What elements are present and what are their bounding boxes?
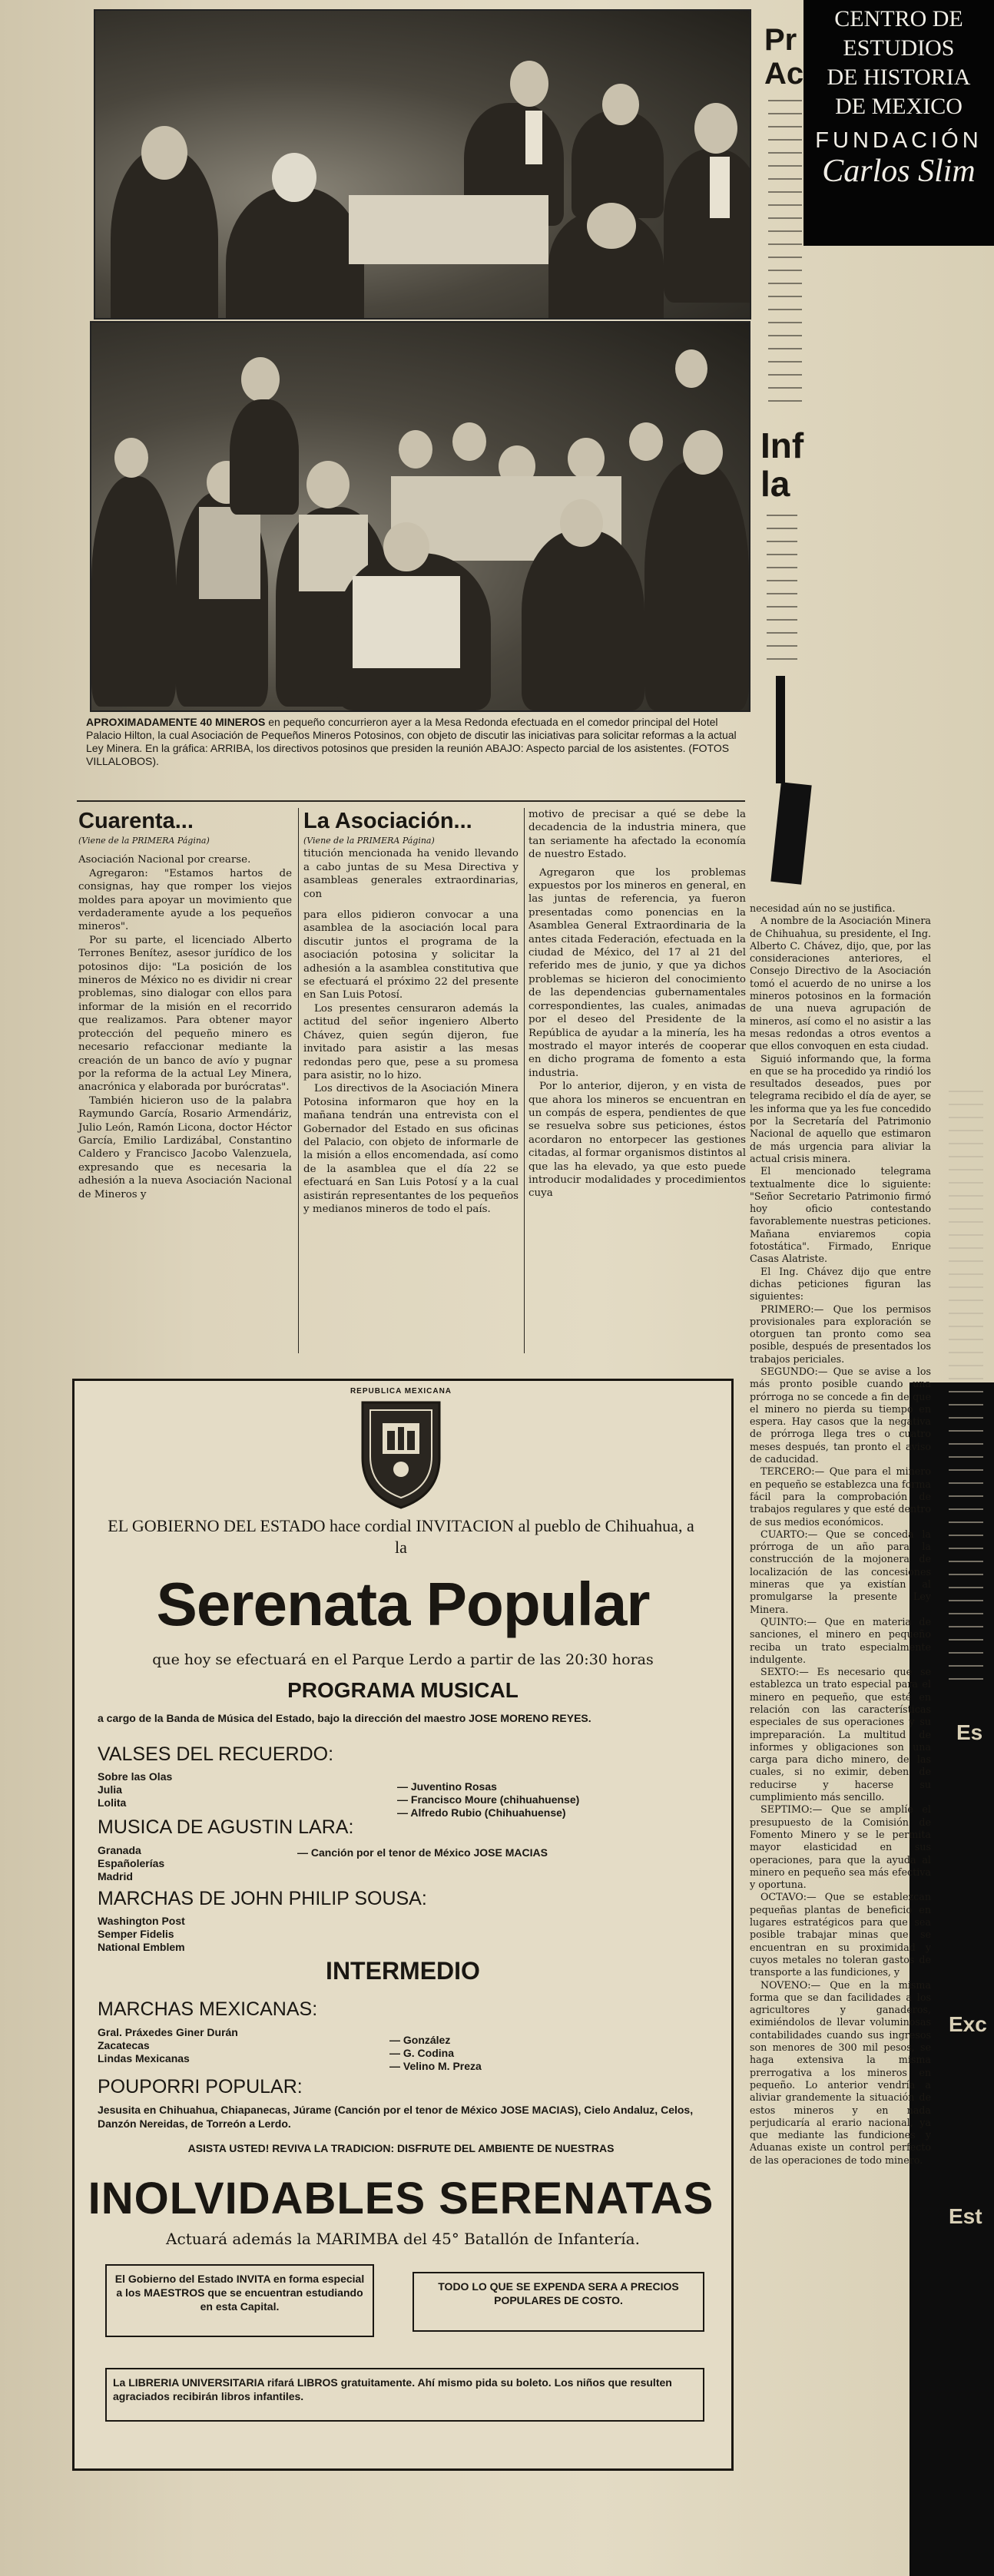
torn-edge [770,782,811,884]
divider [77,800,745,802]
fragment-headline-mid: Inf la [760,425,804,504]
prices-box: TODO LO QUE SE EXPENDA SERA A PRECIOS POPULARES DE COSTO. [413,2272,704,2332]
list-item: Sobre las Olas [98,1770,173,1783]
paragraph: Por lo anterior, dijeron, y en vista de que ahora los mineros se encuentran en un compás de espera, pendientes de que se resuelva sobre sus peticiones, éstos acordaron no entorpecer las gestiones citadas, al formar organismos distintos al que las ha elevado, ya que esto puede introducir modalidades y procedimientos cuya [528,1081,746,1200]
sousa-items [98,1915,185,1954]
list-item: — Juventino Rosas [397,1780,497,1793]
event-time: que hoy se efectuará en el Parque Lerdo a partir de las 20:30 horas [152,1651,654,1668]
pouporri-text: Jesusita en Chihuahua, Chiapanecas, Júrame (Canción por el tenor de México JOSE MACIAS), Cielo Andaluz, Celos, Danzón Nereidas, de Torreón a Lerdo. [98,2104,694,2130]
paragraph: Agregaron que los problemas expuestos por los mineros en general, en las juntas de referencia, ya fueron presentadas como ponencias en la Asamblea General Extraordinaria de la antes citada Federación, efectuada en la ciudad de México, del 17 al 21 del referido mes de junio, y que ya dichos problemas se hicieron del conocimiento de las dependencias gubernamentales correspondientes, las cuales, animadas por el deseo del Presidente de la República de ayudar a la minería, les ha mostrado el mayor interés de cooperar en dicho programa de fomento a esta industria. [528,866,746,1079]
list-item: Julia [98,1783,122,1796]
paragraph: para ellos pidieron convocar a una asamblea de la asociación local para discutir juntos el programa de la asociación potosina y solicitar la adhesión a la asamblea constitutiva que se efectuará el próximo 22 del presente en San Luis Potosí. [303,909,519,1002]
list-item: — González [389,2034,451,2046]
fragment-headline-es: Es [956,1720,983,1744]
band-text: a cargo de la Banda de Música del Estado, bajo la dirección del maestro JOSE MORENO REYES. [98,1712,591,1724]
state-seal [347,1387,455,1510]
mexicanas-authors [389,2034,482,2073]
watermark-signature: Carlos Slim [822,154,976,189]
intermedio: INTERMEDIO [326,1957,480,1985]
seal-banner: REPUBLICA MEXICANA [350,1387,452,1396]
fragment-headline-est: Est [949,2204,982,2228]
shield-icon [347,1396,455,1511]
lara-items [98,1844,164,1883]
list-item: — Francisco Moure (chihuahuense) [397,1793,580,1806]
paragraph: Por su parte, el licenciado Alberto Terrones Benítez, asesor jurídico de los potosinos dijo: "La posición de los mineros de México no es dividir ni crear problemas, sino dialogar con ellos para informar de la misión en el recorrido que realizamos. Para obtener mayor protección del pequeño minero es necesario refaccionar mediante la creación de un banco de avío y pugnar por la reforma de la actual Ley Minera, anacrónica y elaborada por burócratas". [78,934,292,1094]
watermark-line: DE MEXICO [835,94,963,119]
list-item: Lindas Mexicanas [98,2052,190,2064]
list-item: Gral. Práxedes Giner Durán [98,2026,238,2038]
mexicanas-items [98,2026,238,2065]
fragment-text-strip [768,100,802,407]
paragraph: A nombre de la Asociación Minera de Chihuahua, su presidente, el Ing. Alberto C. Chávez, dijo, que, por las consideraciones anteriores, el Consejo Directivo de la Asociación tomó el acuerdo de no unirse a los mineros potosinos en la formación de una nueva agrupación de mineros, así como el no asistir a las mesas redondas a otros eventos a que ellos convoquen en esta ciudad. [750,915,931,1052]
paragraph: El Ing. Chávez dijo que entre dichas peticiones figuran las siguientes: [750,1265,931,1303]
section-valses: VALSES DEL RECUERDO: [98,1743,334,1765]
paragraph: NOVENO:— Que en la misma forma que se dan facilidades a los agricultores y ganaderos, eximiéndolos de llevar voluminosas contabilidades cuando sus ingresos son menores de 300 mil pesos, se haga extensiva la misma prerrogativa a los mineros en pequeño. Lo anterior vendría a aliviar grandemente la situación de estos mineros y en nada perjudicaría al erario nacional, ya que mediante las fundiciones y Aduanas existe un control perfecto de las operaciones de todo minero. [750,1978,931,2166]
continued-from: (Viene de la PRIMERA Página) [78,836,210,846]
paragraph: Asociación Nacional por crearse. [78,854,251,866]
paragraph: OCTAVO:— Que se establezcan pequeñas plantas de beneficio en lugares estratégicos para que sea posible trabajar minas que se encuentran en su proximidad y cuyos metales no toleran gastos de transporte a las fundiciones, y [750,1891,931,1978]
list-item: — G. Codina [389,2047,454,2059]
paragraph: titución mencionada ha venido llevando a cabo juntas de su Mesa Directiva y asambleas generales extraordinarias, con [303,848,519,900]
fragment-headline-exc: Exc [949,2012,987,2036]
photo-caption [86,716,747,768]
article-cuarenta [78,808,292,1201]
article-column-3 [528,808,746,1200]
photo-top-directors [94,9,751,320]
caption-text: en pequeño concurrieron ayer a la Mesa Redonda efectuada en el comedor principal del Hotel Palacio Hilton, la cual Asociación de Pequeños Mineros Potosinos, con objeto de discutir las iniciativas para solicitar reformas a la actual Ley Minera. En la gráfica: ARRIBA, los directivos potosinos que presiden la reunión ABAJO: Aspecto parcial de los asistentes. (FOTOS VILLALOBOS). [86,716,737,767]
torn-edge [776,676,785,783]
fragment-text-strip [767,515,797,668]
paragraph: QUINTO:— Que en materia de sanciones, el minero en pequeño reciba un trato especialmente indulgente. [750,1615,931,1665]
list-item: Semper Fidelis [98,1928,174,1940]
list-item: — Velino M. Preza [389,2060,482,2072]
list-item: National Emblem [98,1941,185,1953]
fragment-text-strip [949,1091,983,1690]
slogan: ASISTA USTED! REVIVA LA TRADICION: DISFRUTE DEL AMBIENTE DE NUESTRAS [187,2142,615,2154]
list-item: Madrid [98,1870,133,1882]
valses-items [98,1770,172,1809]
paragraph: SEPTIMO:— Que se amplíe el presupuesto de la Comisión de Fomento Minero y se le permita mayor elasticidad en sus operaciones, para que la ayuda al minero en pequeño sea más efectiva y oportuna. [750,1803,931,1891]
paragraph: CUARTO:— Que se conceda la prórroga de un año para la construcción de la mojonera de localización de las concesiones mineras que ya existían al promulgarse la presente Ley Minera. [750,1528,931,1615]
valses-authors [397,1780,579,1819]
list-item: — Alfredo Rubio (Chihuahuense) [397,1806,566,1819]
marimba-text: Actuará además la MARIMBA del 45° Batallón de Infantería. [166,2230,640,2248]
program-heading: PROGRAMA MUSICAL [287,1678,519,1702]
paragraph: necesidad aún no se justifica. [750,902,896,914]
list-item: Granada [98,1844,141,1856]
paragraph: TERCERO:— Que para el minero en pequeño se establezca una forma fácil para la comprobación de trabajos regulares y que esté dentro de sus medios económicos. [750,1465,931,1528]
paragraph: Los directivos de la Asociación Minera Potosina informaron que hoy en la mañana tendrán una entrevista con el Gobernador del Estado en sus oficinas del Palacio, con objeto de informarle de la misión a ellos encomendada, así como de la asamblea que el día 22 se efectuará en San Luis Potosí y a la cual asistirán representantes de los pequeños y medianos mineros de todo el país. [303,1083,519,1215]
headline-cuarenta: Cuarenta... [78,809,194,833]
library-raffle-box: La LIBRERIA UNIVERSITARIA rifará LIBROS gratuitamente. Ahí mismo pida su boleto. Los niños que resulten agraciados recibirán libros infantiles. [105,2368,704,2422]
headline-asociacion: La Asociación... [303,809,472,833]
lara-note: — Canción por el tenor de México JOSE MACIAS [297,1846,548,1859]
invitation-text: EL GOBIERNO DEL ESTADO hace cordial INVITACION al pueblo de Chihuahua, a la [108,1516,694,1557]
column-divider [524,808,525,1353]
paragraph: También hicieron uso de la palabra Raymundo García, Rosario Armendáriz, Julio León, Ramón Licona, doctor Héctor García, Emilio Lardizábal, Constantino Caldero y Francisco Jacobo Valenzuela, expresando que es necesaria la adhesión a la nueva Asociación Nacional de Mineros y [78,1094,292,1200]
article-column-4 [750,902,931,2167]
article-asociacion [303,808,519,1216]
section-sousa: MARCHAS DE JOHN PHILIP SOUSA: [98,1888,427,1909]
fragment-headline-top: Pr Ac [764,23,804,91]
list-item: Lolita [98,1796,127,1809]
ad-title: Serenata Popular [156,1570,650,1638]
caption-lead: APROXIMADAMENTE 40 MINEROS [86,716,266,728]
paragraph: motivo de precisar a qué se debe la decadencia de la industria minera, que tan seriamente ha afectado la economía de nuestro Estado. [528,809,746,861]
paragraph: Los presentes censuraron además la actitud del señor ingeniero Alberto Chávez, quien según dijeron, fue invitado para asistir a las mesas redondas pero que, pese a su promesa para asistir, no lo hizo. [303,1002,519,1081]
paragraph: SEXTO:— Es necesario que se establezca un trato especial para el minero en pequeño, que esté en relación con las características especiales de sus operaciones y su impreparación. La multitud de informes y obligaciones son una carga para dicho minero, de las cuales, si no eximir, deben de reducirse y hacerse su cumplimiento más sencillo. [750,1666,931,1803]
watermark-line: CENTRO DE [834,6,963,31]
paragraph: SEGUNDO:— Que se avise a los más pronto posible cuando una prórroga no se concede a fin de que el minero no pierda su tiempo en espera. Hay casos que la negativa de prórroga llega tres o cuatro meses después, tan pronto el aviso de caducidad. [750,1365,931,1465]
section-pouporri: POUPORRI POPULAR: [98,2076,303,2098]
paragraph: Siguió informando que, la forma en que se ha procedido ya rindió los resultados deseados, pues por telegrama recibido el día de ayer, se les informa que ya les fue concedido por la Secretaría del Patrimonio Nacional de aquello que estimaron de más urgencia para aliviar la actual crisis minera. [750,1052,931,1164]
list-item: Washington Post [98,1915,185,1927]
paragraph: Agregaron: "Estamos hartos de consignas, hay que romper los viejos moldes para apoyar un movimiento que verdaderamente ayude a los pequeños mineros". [78,867,292,933]
section-mexicanas: MARCHAS MEXICANAS: [98,1998,318,2020]
teachers-box: El Gobierno del Estado INVITA en forma especial a los MAESTROS que se encuentran estudiando en esta Capital. [105,2264,374,2337]
watermark-line: FUNDACIÓN [815,128,982,153]
photo-bottom-attendees [90,321,750,712]
section-lara: MUSICA DE AGUSTIN LARA: [98,1816,354,1838]
big-headline: INOLVIDABLES SERENATAS [88,2174,714,2223]
continued-from: (Viene de la PRIMERA Página) [303,836,435,846]
list-item: Zacatecas [98,2039,150,2051]
serenata-advertisement [72,1379,734,2471]
paragraph: PRIMERO:— Que los permisos provisionales para exploración se otorguen tan pronto como sea posible, después de presentados los trabajos periciales. [750,1303,931,1365]
watermark-line: ESTUDIOS [843,35,955,61]
paragraph: El mencionado telegrama textualmente dice lo siguiente: "Señor Secretario Patrimonio firmó hoy oficio contestando favorablemente nuestras peticiones. Mañana enviaremos copia fotostática". Firmado, Enrique Casas Alatriste. [750,1165,931,1265]
archive-watermark [803,0,994,246]
watermark-line: DE HISTORIA [827,65,971,90]
column-divider [298,808,299,1353]
list-item: Españolerías [98,1857,165,1869]
